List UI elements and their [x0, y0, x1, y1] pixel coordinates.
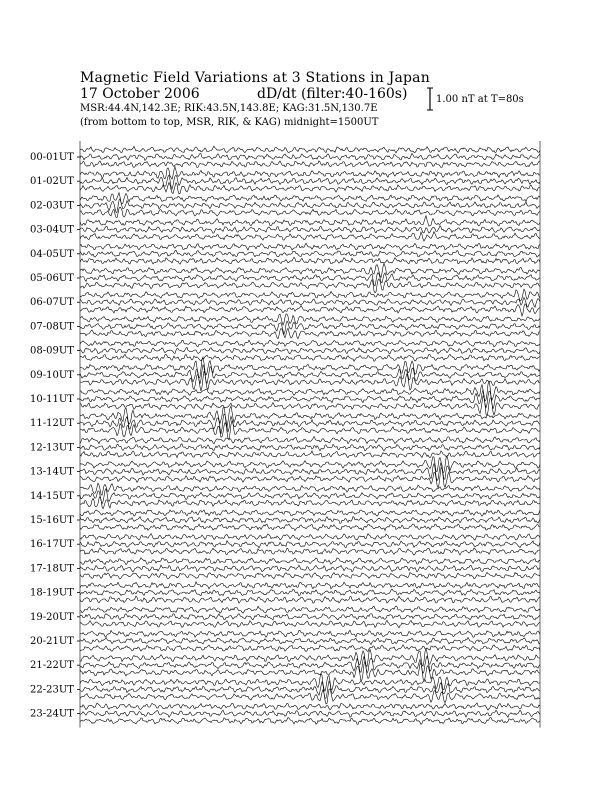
trace-RIK-05-06UT — [80, 273, 540, 286]
trace-RIK-08-09UT — [80, 347, 540, 353]
trace-MSR-07-08UT — [80, 328, 540, 339]
trace-MSR-08-09UT — [80, 354, 540, 361]
trace-MSR-00-01UT — [80, 161, 540, 168]
trace-KAG-01-02UT — [80, 167, 540, 179]
trace-KAG-23-24UT — [80, 703, 540, 710]
hour-label-06-07UT: 06-07UT — [30, 297, 74, 309]
station-coordinates: MSR:44.4N,142.3E; RIK:43.5N,143.8E; KAG:31.5N,130.7E — [80, 103, 378, 114]
trace-KAG-12-13UT — [80, 436, 540, 443]
scale-bar-label: 1.00 nT at T=80s — [436, 94, 524, 105]
trace-KAG-03-04UT — [80, 216, 540, 227]
trace-MSR-03-04UT — [80, 232, 540, 242]
trace-RIK-21-22UT — [80, 656, 540, 673]
trace-RIK-23-24UT — [80, 710, 540, 717]
hour-label-14-15UT: 14-15UT — [30, 490, 74, 502]
hour-label-19-20UT: 19-20UT — [30, 611, 74, 623]
trace-MSR-01-02UT — [80, 182, 540, 193]
trace-KAG-19-20UT — [80, 606, 540, 613]
hour-label-20-21UT: 20-21UT — [30, 636, 74, 647]
trace-MSR-23-24UT — [80, 718, 540, 725]
trace-RIK-06-07UT — [80, 297, 540, 307]
chart-date: 17 October 2006 — [80, 86, 200, 102]
trace-KAG-02-03UT — [80, 193, 540, 204]
hour-label-07-08UT: 07-08UT — [30, 321, 74, 333]
trace-MSR-06-07UT — [80, 304, 540, 316]
trace-KAG-06-07UT — [80, 289, 540, 301]
hour-label-13-14UT: 13-14UT — [30, 466, 74, 478]
trace-KAG-05-06UT — [80, 263, 540, 277]
hour-label-21-22UT: 21-22UT — [30, 660, 74, 672]
hour-label-04-05UT: 04-05UT — [30, 248, 74, 260]
trace-KAG-15-16UT — [80, 510, 540, 516]
hour-label-08-09UT: 08-09UT — [30, 345, 74, 357]
trace-MSR-09-10UT — [80, 371, 540, 391]
hour-label-02-03UT: 02-03UT — [30, 200, 74, 212]
trace-RIK-18-19UT — [80, 589, 540, 596]
hour-label-22-23UT: 22-23UT — [30, 684, 74, 696]
trace-KAG-16-17UT — [80, 534, 540, 541]
trace-KAG-07-08UT — [80, 314, 540, 325]
trace-MSR-15-16UT — [80, 524, 540, 531]
trace-MSR-21-22UT — [80, 661, 540, 681]
trace-RIK-04-05UT — [80, 250, 540, 257]
hour-label-01-02UT: 01-02UT — [30, 176, 74, 188]
trace-MSR-19-20UT — [80, 620, 540, 628]
trace-MSR-18-19UT — [80, 596, 540, 603]
trace-MSR-20-21UT — [80, 645, 540, 652]
trace-RIK-17-18UT — [80, 565, 540, 572]
hour-label-12-13UT: 12-13UT — [30, 442, 74, 454]
hour-label-05-06UT: 05-06UT — [30, 273, 74, 284]
trace-RIK-20-21UT — [80, 637, 540, 644]
hour-label-23-24UT: 23-24UT — [30, 708, 74, 720]
trace-KAG-08-09UT — [80, 340, 540, 347]
trace-KAG-11-12UT — [80, 406, 540, 426]
trace-KAG-14-15UT — [80, 483, 540, 495]
trace-KAG-17-18UT — [80, 558, 540, 565]
trace-KAG-18-19UT — [80, 582, 540, 589]
hour-label-00-01UT: 00-01UT — [30, 152, 74, 163]
hour-label-18-19UT: 18-19UT — [30, 587, 74, 599]
trace-RIK-02-03UT — [80, 199, 540, 213]
trace-KAG-21-22UT — [80, 649, 540, 667]
filter-label: dD/dt (filter:40-160s) — [257, 86, 408, 102]
hour-label-11-12UT: 11-12UT — [30, 418, 74, 430]
trace-RIK-15-16UT — [80, 517, 540, 524]
trace-RIK-16-17UT — [80, 541, 540, 548]
hour-label-17-18UT: 17-18UT — [30, 563, 74, 575]
trace-KAG-04-05UT — [80, 243, 540, 250]
trace-RIK-03-04UT — [80, 226, 540, 234]
trace-KAG-00-01UT — [80, 146, 540, 153]
hour-label-10-11UT: 10-11UT — [30, 394, 74, 405]
trace-MSR-17-18UT — [80, 572, 540, 579]
chart-title: Magnetic Field Variations at 3 Stations in Japan — [80, 70, 430, 86]
trace-MSR-22-23UT — [80, 689, 540, 704]
trace-MSR-11-12UT — [80, 421, 540, 440]
trace-MSR-12-13UT — [80, 451, 540, 458]
trace-RIK-07-08UT — [80, 321, 540, 334]
trace-MSR-04-05UT — [80, 257, 540, 264]
trace-RIK-00-01UT — [80, 153, 540, 160]
trace-MSR-05-06UT — [80, 279, 540, 293]
trace-KAG-10-11UT — [80, 381, 540, 401]
hour-label-09-10UT: 09-10UT — [30, 369, 74, 381]
trace-MSR-16-17UT — [80, 548, 540, 555]
trace-KAG-20-21UT — [80, 630, 540, 637]
trace-RIK-12-13UT — [80, 444, 540, 451]
hour-label-15-16UT: 15-16UT — [30, 515, 74, 526]
hour-label-03-04UT: 03-04UT — [30, 224, 74, 236]
trace-MSR-14-15UT — [80, 496, 540, 508]
hour-label-16-17UT: 16-17UT — [30, 539, 74, 551]
trace-RIK-14-15UT — [80, 489, 540, 504]
station-order-note: (from bottom to top, MSR, RIK, & KAG) midnight=1500UT — [80, 117, 379, 128]
trace-RIK-19-20UT — [80, 614, 540, 620]
trace-MSR-02-03UT — [80, 207, 540, 217]
